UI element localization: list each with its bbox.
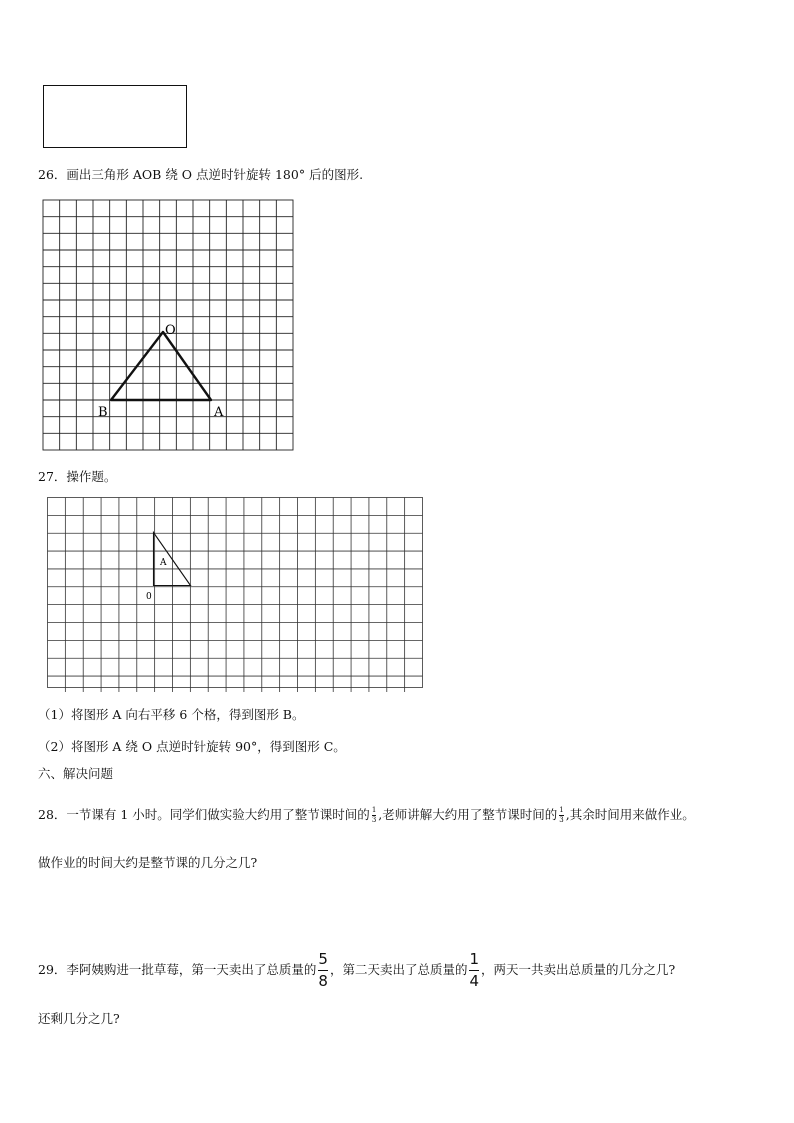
- fraction-numerator: 5: [318, 950, 328, 968]
- fraction-denominator: 4: [469, 972, 480, 990]
- q28-part1: 28．一节课有 1 小时。同学们做实验大约用了整节课时间的: [38, 807, 370, 822]
- q28-fraction-2: [559, 807, 563, 824]
- q29-part3: ，两天一共卖出总质量的几分之几?: [481, 962, 676, 977]
- q27-sub2: （2）将图形 A 绕 O 点逆时针旋转 90°，得到图形 C。: [38, 739, 346, 754]
- q29-text: [38, 952, 675, 989]
- q29-part1: 29．李阿姨购进一批草莓，第一天卖出了总质量的: [38, 962, 317, 977]
- fraction-denominator: 8: [318, 972, 328, 990]
- q29-fraction-1: [318, 952, 328, 989]
- q29-fraction-2: [469, 952, 479, 989]
- q29-question: 还剩几分之几?: [38, 1011, 120, 1026]
- label-o: 0: [146, 592, 152, 602]
- section-heading: 六、解决问题: [38, 766, 114, 781]
- q27-grid-figure: [45, 495, 425, 692]
- q27-sub1: （1）将图形 A 向右平移 6 个格，得到图形 B。: [38, 707, 305, 722]
- fraction-numerator: 1: [559, 806, 564, 814]
- fraction-denominator: 3: [559, 816, 564, 824]
- fraction-numerator: 1: [371, 806, 377, 814]
- label-b: B: [98, 405, 108, 420]
- q28-part3: ,其余时间用来做作业。: [565, 807, 695, 822]
- q27-grid: [48, 498, 423, 693]
- fraction-denominator: 3: [371, 816, 377, 824]
- q28-fraction-1: [372, 807, 376, 824]
- q29-part2: ，第二天卖出了总质量的: [329, 962, 468, 977]
- answer-box: [43, 85, 187, 148]
- label-o: O: [165, 323, 176, 338]
- q26-grid-figure: [38, 195, 303, 457]
- q28-part2: ,老师讲解大约用了整节课时间的: [378, 807, 558, 822]
- q27-title: 27．操作题。: [38, 469, 117, 484]
- q28-text: [38, 804, 695, 826]
- q28-question: 做作业的时间大约是整节课的几分之几?: [38, 855, 258, 870]
- label-a: A: [214, 405, 224, 420]
- label-a: A: [160, 558, 167, 568]
- fraction-numerator: 1: [469, 950, 480, 968]
- q26-text: 26．画出三角形 AOB 绕 O 点逆时针旋转 180° 后的图形.: [38, 167, 364, 182]
